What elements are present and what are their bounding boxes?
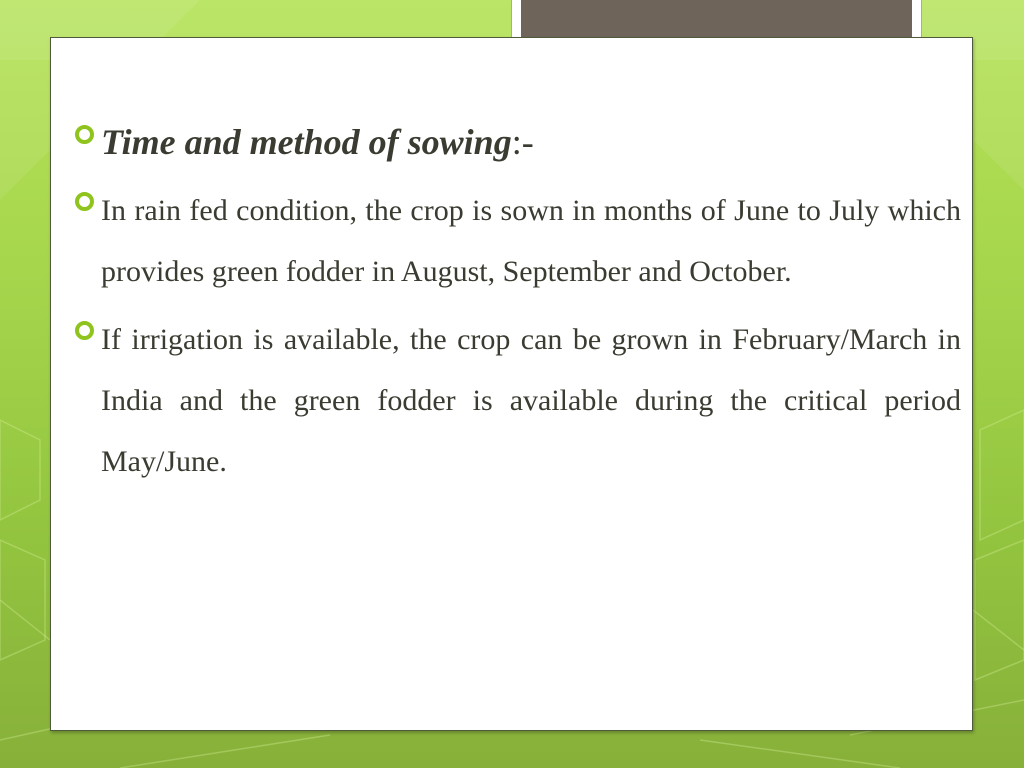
ring-bullet-icon xyxy=(75,125,94,144)
bullet-paragraph xyxy=(50,309,961,492)
section-heading xyxy=(50,110,961,174)
bullet-text-rainfed: In rain fed condition, the crop is sown in months of June to July which provides green fodder in August, September and October. xyxy=(101,194,961,288)
ring-bullet-icon xyxy=(75,321,94,340)
heading-text: Time and method of sowing xyxy=(101,122,512,162)
bullet-paragraph xyxy=(50,180,961,302)
heading-suffix: :- xyxy=(511,122,534,162)
ring-bullet-icon xyxy=(75,192,94,211)
bullet-text-irrigation: If irrigation is available, the crop can be grown in February/March in India and the green fodder is available during the critical period May/June. xyxy=(101,323,961,478)
bullet-list xyxy=(50,110,961,499)
